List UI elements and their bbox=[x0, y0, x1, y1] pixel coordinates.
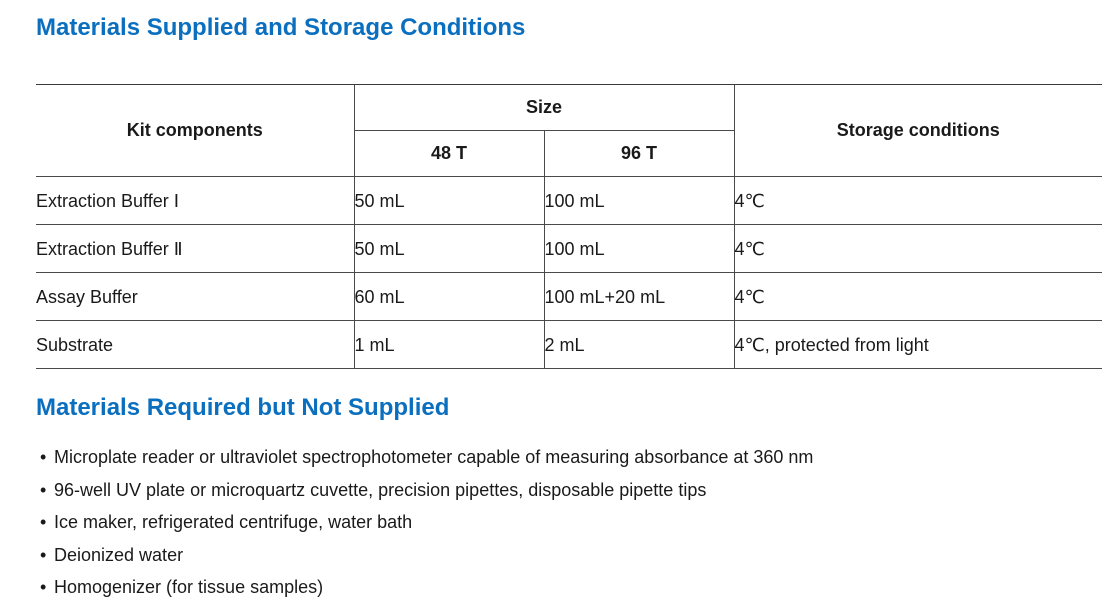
table-row bbox=[36, 177, 1102, 225]
cell-96t: 100 mL bbox=[544, 225, 734, 273]
cell-96t: 100 mL bbox=[544, 177, 734, 225]
cell-storage: 4℃, protected from light bbox=[734, 321, 1102, 369]
section-title-materials-required: Materials Required but Not Supplied bbox=[36, 394, 450, 421]
header-size-48t: 48 T bbox=[354, 131, 544, 177]
bullet-icon: • bbox=[40, 512, 47, 533]
list-item bbox=[40, 571, 813, 604]
cell-48t: 60 mL bbox=[354, 273, 544, 321]
bullet-icon: • bbox=[40, 447, 47, 467]
cell-48t: 50 mL bbox=[354, 225, 544, 273]
header-kit-components: Kit components bbox=[36, 85, 354, 177]
cell-component: Extraction Buffer Ⅰ bbox=[36, 177, 354, 225]
list-item-text: Microplate reader or ultraviolet spectrophotometer capable of measuring absorbance at 360 nm bbox=[54, 447, 814, 467]
cell-storage: 4℃ bbox=[734, 225, 1102, 273]
list-item bbox=[40, 539, 813, 572]
required-materials-list bbox=[40, 441, 813, 604]
bullet-icon: • bbox=[40, 577, 47, 598]
bullet-icon: • bbox=[40, 479, 47, 500]
cell-component: Substrate bbox=[36, 321, 354, 369]
list-item-text: Homogenizer (for tissue samples) bbox=[54, 577, 324, 598]
list-item bbox=[40, 441, 813, 474]
kit-components-table bbox=[36, 84, 1102, 369]
table-row bbox=[36, 273, 1102, 321]
bullet-icon: • bbox=[40, 544, 47, 565]
list-item-text: Ice maker, refrigerated centrifuge, water bath bbox=[54, 512, 413, 533]
list-item-text: 96-well UV plate or microquartz cuvette, precision pipettes, disposable pipette tips bbox=[54, 479, 707, 500]
cell-48t: 50 mL bbox=[354, 177, 544, 225]
table-row bbox=[36, 321, 1102, 369]
header-storage-conditions: Storage conditions bbox=[734, 85, 1102, 177]
cell-storage: 4℃ bbox=[734, 177, 1102, 225]
header-size: Size bbox=[354, 85, 734, 131]
cell-storage: 4℃ bbox=[734, 273, 1102, 321]
cell-96t: 100 mL+20 mL bbox=[544, 273, 734, 321]
cell-component: Extraction Buffer Ⅱ bbox=[36, 225, 354, 273]
cell-component: Assay Buffer bbox=[36, 273, 354, 321]
table-row bbox=[36, 225, 1102, 273]
section-title-materials-supplied: Materials Supplied and Storage Conditions bbox=[36, 14, 526, 41]
header-size-96t: 96 T bbox=[544, 131, 734, 177]
list-item bbox=[40, 474, 813, 507]
list-item bbox=[40, 506, 813, 539]
cell-48t: 1 mL bbox=[354, 321, 544, 369]
cell-96t: 2 mL bbox=[544, 321, 734, 369]
list-item-text: Deionized water bbox=[54, 544, 184, 565]
